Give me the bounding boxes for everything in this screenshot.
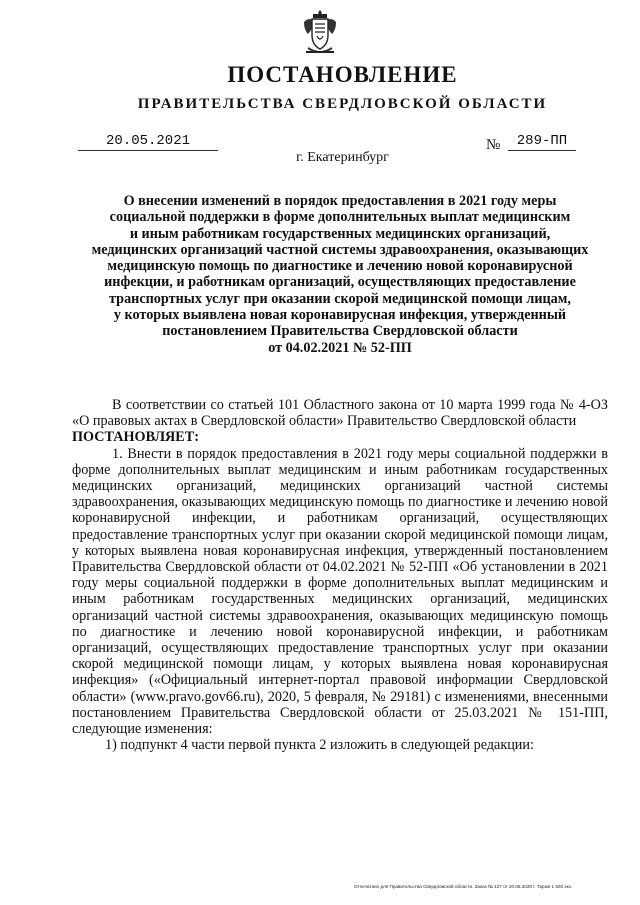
heading-line: транспортных услуг при оказании скорой медицинской помощи лицам, [109,290,571,307]
number-label: № [486,137,501,153]
item-1-paragraph: 1. Внести в порядок предоставления в 2021 году меры социальной поддержки в форме дополнительных выплат медицинским и иным работникам государственных медицинских организаций, медицинских организаций частной системы здравоохранения, оказывающих медицинскую помощь по диагностике и лечению новой коронавирусной инфекции, и работникам организаций, осуществляющих предоставление транспортных услуг при оказании скорой медицинской помощи лицам, у которых выявлена новая коронавирусная инфекция, утвержденный постановлением Правительства Свердловской области от 04.02.2021 № 52-ПП «Об установлении в 2021 году меры социальной поддержки в форме дополнительных выплат медицинским и иным работникам государственных медицинских организаций, медицинских организаций частной системы здравоохранения, оказывающих медицинскую помощь по диагностике и лечению новой коронавирусной инфекции, и работникам организаций, осуществляющих предоставление транспортных услуг при оказании скорой медицинской помощи лицам, у которых выявлена новая коронавирусная инфекция» («Официальный интернет-портал правовой информации Свердловской области» (www.pravo.gov66.ru), 2020, 5 февраля, № 29181) с изменениями, внесенными постановлением Правительства Свердловской области от 25.03.2021 № 151-ПП, следующие изменения: [72,445,608,738]
heading-line: у которых выявлена новая коронавирусная инфекция, утвержденный [113,307,567,324]
document-date: 20.05.2021 [78,133,218,151]
heading-line: инфекции, и работникам организаций, осуществляющих предоставление [104,274,576,291]
document-body [72,397,608,753]
document-heading [70,193,610,356]
issuing-authority: ПРАВИТЕЛЬСТВА СВЕРДЛОВСКОЙ ОБЛАСТИ [137,96,548,112]
document-title: ПОСТАНОВЛЕНИЕ [227,62,458,87]
coat-of-arms-emblem [300,8,340,58]
document-number: 289-ПП [508,133,576,151]
heading-line: О внесении изменений в порядок предоставления в 2021 году меры [123,193,557,209]
heading-line: медицинскую помощь по диагностике и лечению новой коронавирусной [107,258,573,275]
subitem-1-paragraph: 1) подпункт 4 части первой пункта 2 изложить в следующей редакции: [105,737,534,754]
heading-line: от 04.02.2021 № 52-ПП [268,339,412,356]
heading-line: и иным работникам государственных медицинских организаций, [129,225,551,242]
city-name: г. Екатеринбург [296,150,389,165]
preamble-paragraph: В соответствии со статьей 101 Областного закона от 10 марта 1999 года № 4-ОЗ «О правовых актах в Свердловской области» Правительство Свердловской области [72,397,608,430]
print-note: Отпечатано для Правительства Свердловской области. Заказ № 127 от 20.05.2020 г. Тираж 1 500 экз. [354,884,573,889]
resolves-heading: ПОСТАНОВЛЯЕТ: [72,429,199,446]
heading-line: социальной поддержки в форме дополнительных выплат медицинским [109,209,571,226]
heading-line: постановлением Правительства Свердловской области [162,323,518,340]
heading-line: медицинских организаций частной системы здравоохранения, оказывающих [91,241,589,258]
